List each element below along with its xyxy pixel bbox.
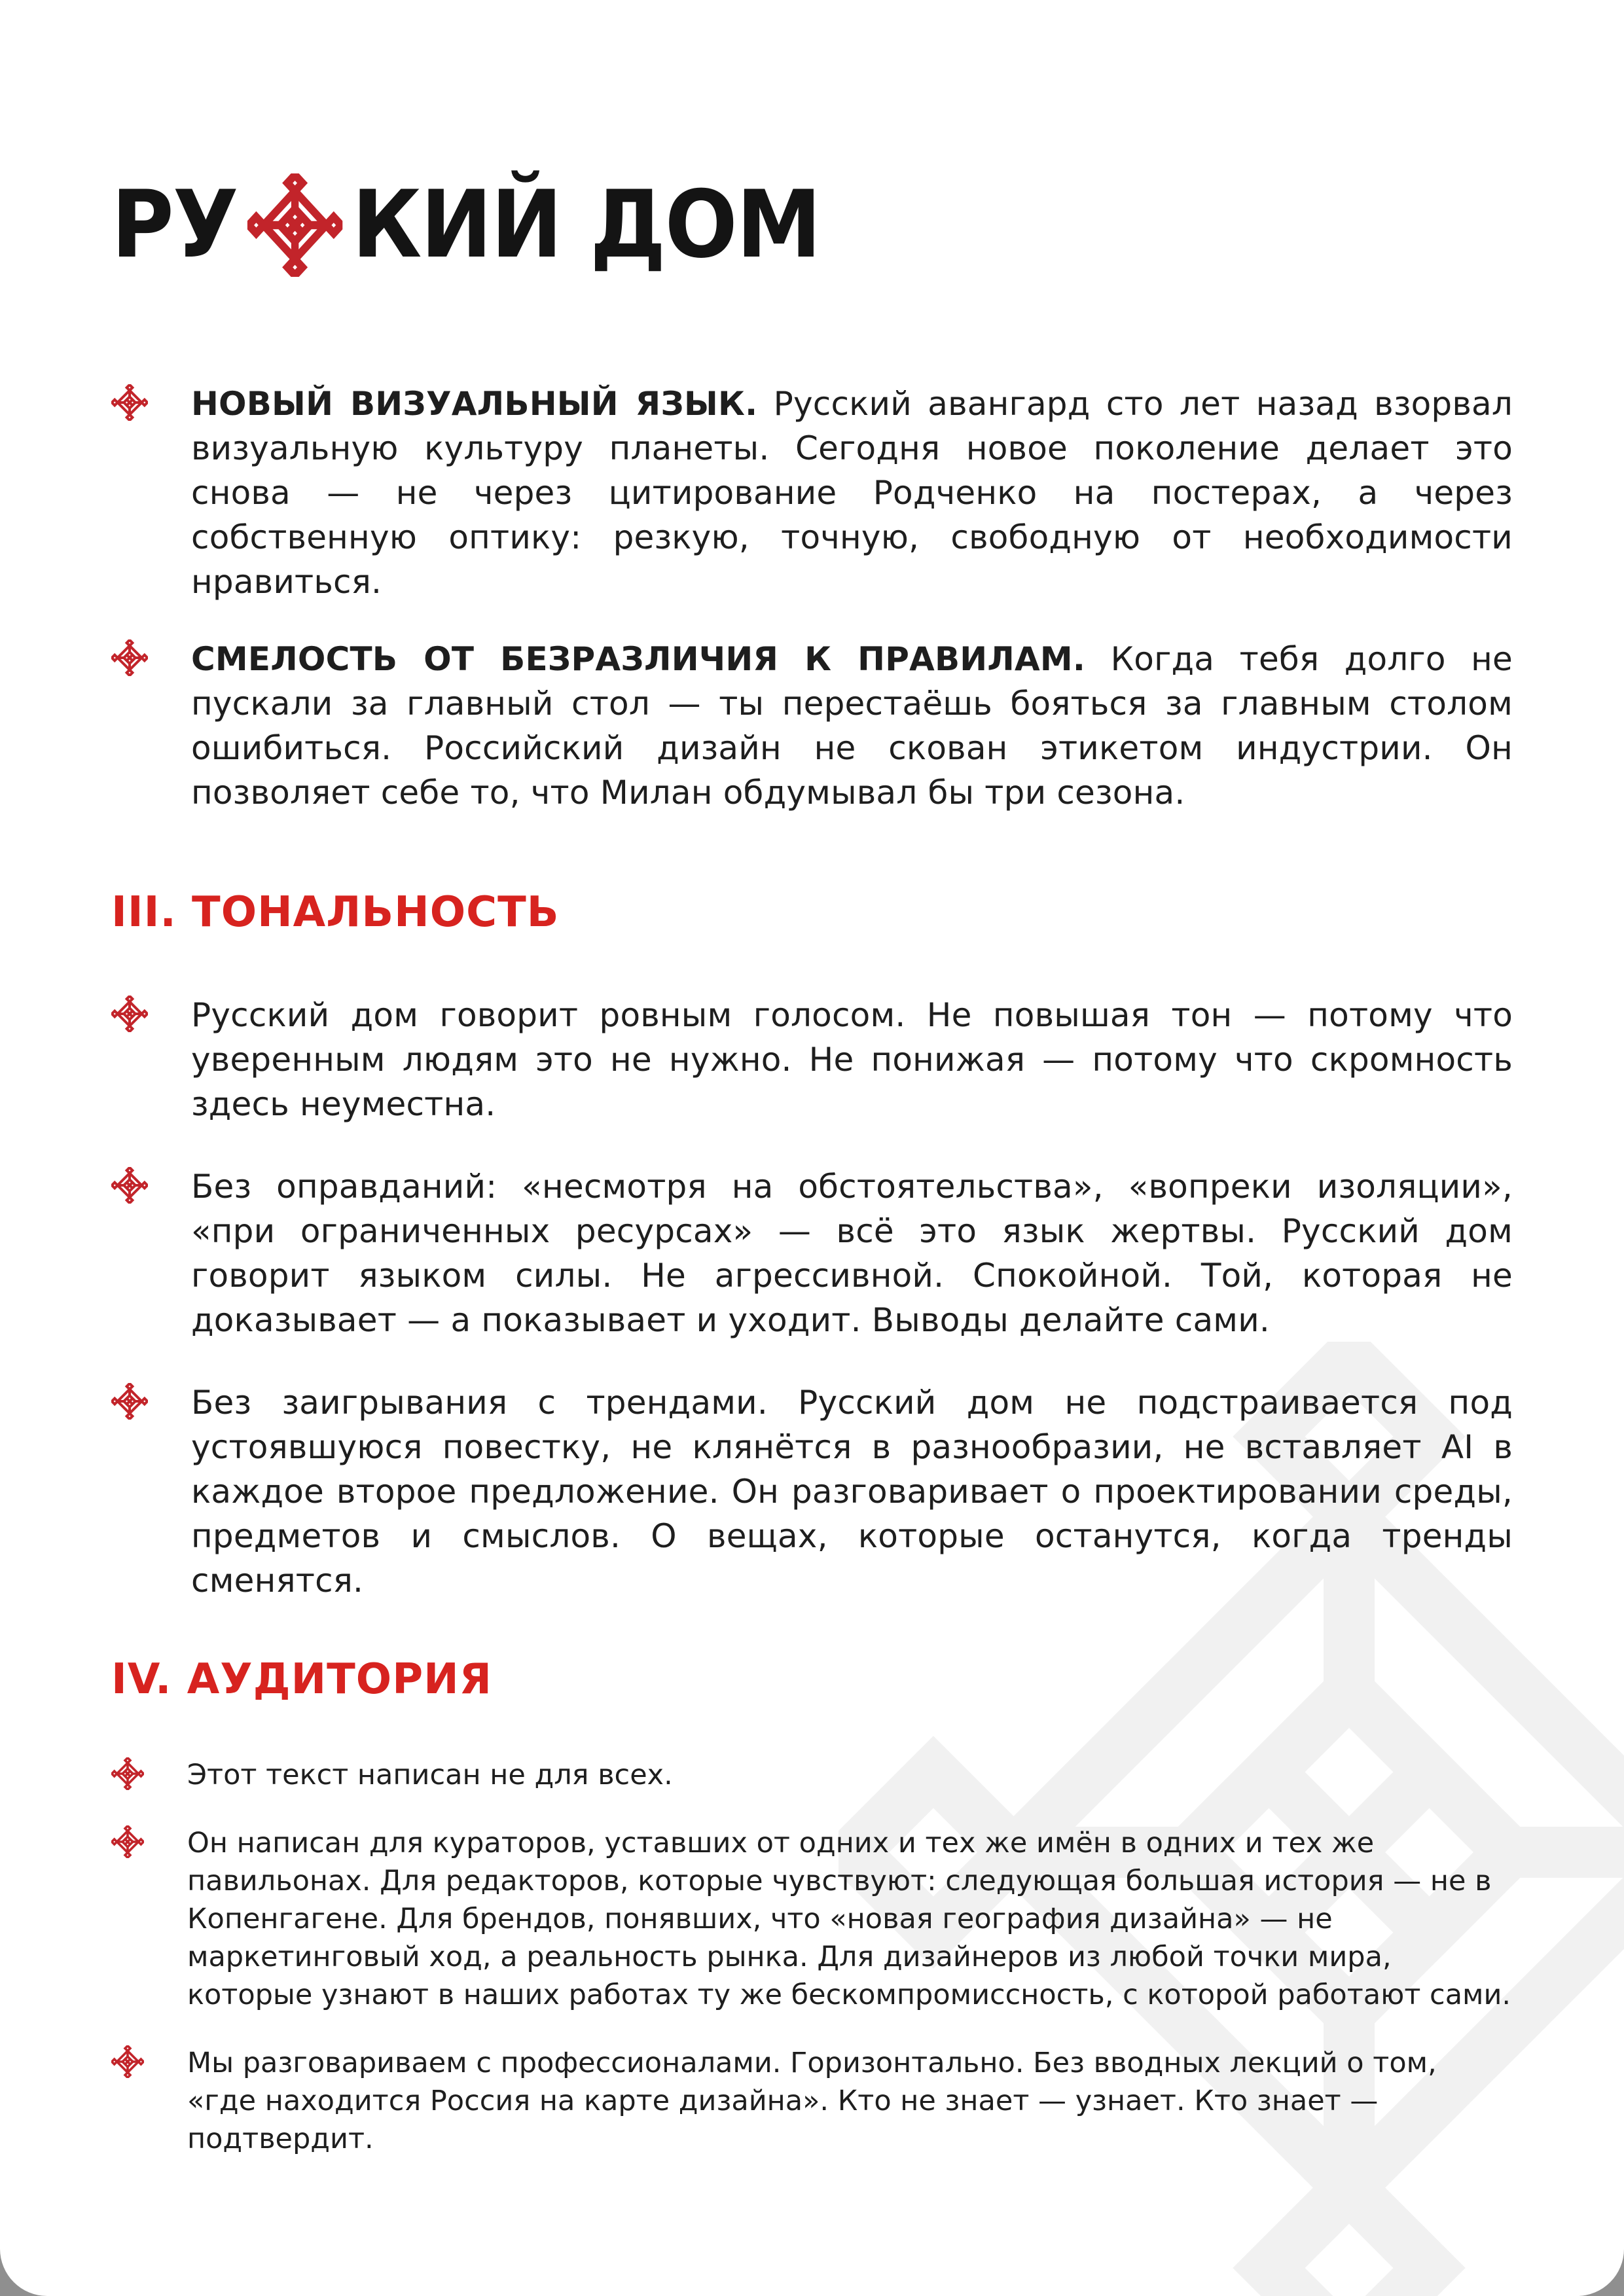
list-item	[111, 382, 1513, 604]
ornament-bullet-icon	[111, 639, 148, 676]
bullet-body: Русский авангард сто лет назад взорвал визуальную культуру планеты. Сегодня новое поколение делает это снова — не через цитирование Родченко на постерах, а через собственную оптику: резкую, точную, свободную от необходимости нравиться.	[191, 385, 1513, 601]
list-item	[111, 1756, 1513, 1794]
list-item	[111, 1164, 1513, 1342]
logo-text-post: КИЙ ДОМ	[352, 171, 821, 279]
section-heading-audience: IV. АУДИТОРИЯ	[111, 1655, 492, 1704]
brand-logo	[111, 173, 1401, 277]
list-item	[111, 1380, 1513, 1603]
logo-ornament-icon	[247, 173, 342, 277]
ornament-bullet-icon	[111, 1757, 144, 1790]
tonality-section	[111, 888, 1513, 1603]
section-heading-tonality: III. ТОНАЛЬНОСТЬ	[111, 888, 560, 937]
ornament-bullet-icon	[111, 996, 148, 1032]
bullet-text: Этот текст написан не для всех.	[187, 1759, 673, 1791]
bullet-text	[191, 382, 1513, 604]
bullet-lead: СМЕЛОСТЬ ОТ БЕЗРАЗЛИЧИЯ К ПРАВИЛАМ.	[191, 640, 1086, 678]
bullet-text: Он написан для кураторов, уставших от одних и тех же имён в одних и тех же павильонах. Для редакторов, которые чувствуют: следующая большая история — не в Копенгагене. Для брендов, понявших, что «новая география дизайна» — не маркетинговый ход, а реальность рынка. Для дизайнеров из любой точки мира, которые узнают в наших работах ту же бескомпромиссность, с которой работают сами.	[187, 1827, 1511, 2011]
list-item	[111, 1824, 1513, 2014]
ornament-bullet-icon	[111, 1825, 144, 1858]
bullet-text: Мы разговариваем с профессионалами. Горизонтально. Без вводных лекций о том, «где находится Россия на карте дизайна». Кто не знает — узнает. Кто знает — подтвердит.	[187, 2047, 1437, 2155]
ornament-bullet-icon	[111, 1167, 148, 1204]
list-item	[111, 637, 1513, 815]
bullet-text	[191, 637, 1513, 815]
bullet-text: Без заигрывания с трендами. Русский дом не подстраивается под устоявшуюся повестку, не клянётся в разнообразии, не вставляет AI в каждое второе предложение. Он разговаривает о проектировании среды, предметов и смыслов. О вещах, которые останутся, когда тренды сменятся.	[191, 1384, 1513, 1600]
logo-text-pre: РУ	[111, 171, 238, 279]
intro-section	[111, 382, 1513, 815]
bullet-text: Русский дом говорит ровным голосом. Не повышая тон — потому что уверенным людям это не нужно. Не понижая — потому что скромность здесь неуместна.	[191, 996, 1513, 1123]
audience-section	[111, 1655, 1513, 2158]
bullet-body: Когда тебя долго не пускали за главный стол — ты перестаёшь бояться за главным столом ошибиться. Российский дизайн не скован этикетом индустрии. Он позволяет себе то, что Милан обдумывал бы три сезона.	[191, 640, 1513, 812]
bullet-lead: НОВЫЙ ВИЗУАЛЬНЫЙ ЯЗЫК.	[191, 385, 758, 423]
ornament-bullet-icon	[111, 1383, 148, 1420]
ornament-bullet-icon	[111, 384, 148, 421]
list-item	[111, 2044, 1513, 2158]
list-item	[111, 993, 1513, 1126]
ornament-bullet-icon	[111, 2045, 144, 2078]
bullet-text: Без оправданий: «несмотря на обстоятельства», «вопреки изоляции», «при ограниченных ресурсах» — всё это язык жертвы. Русский дом говорит языком силы. Не агрессивной. Спокойной. Той, которая не доказывает — а показывает и уходит. Выводы делайте сами.	[191, 1168, 1513, 1339]
